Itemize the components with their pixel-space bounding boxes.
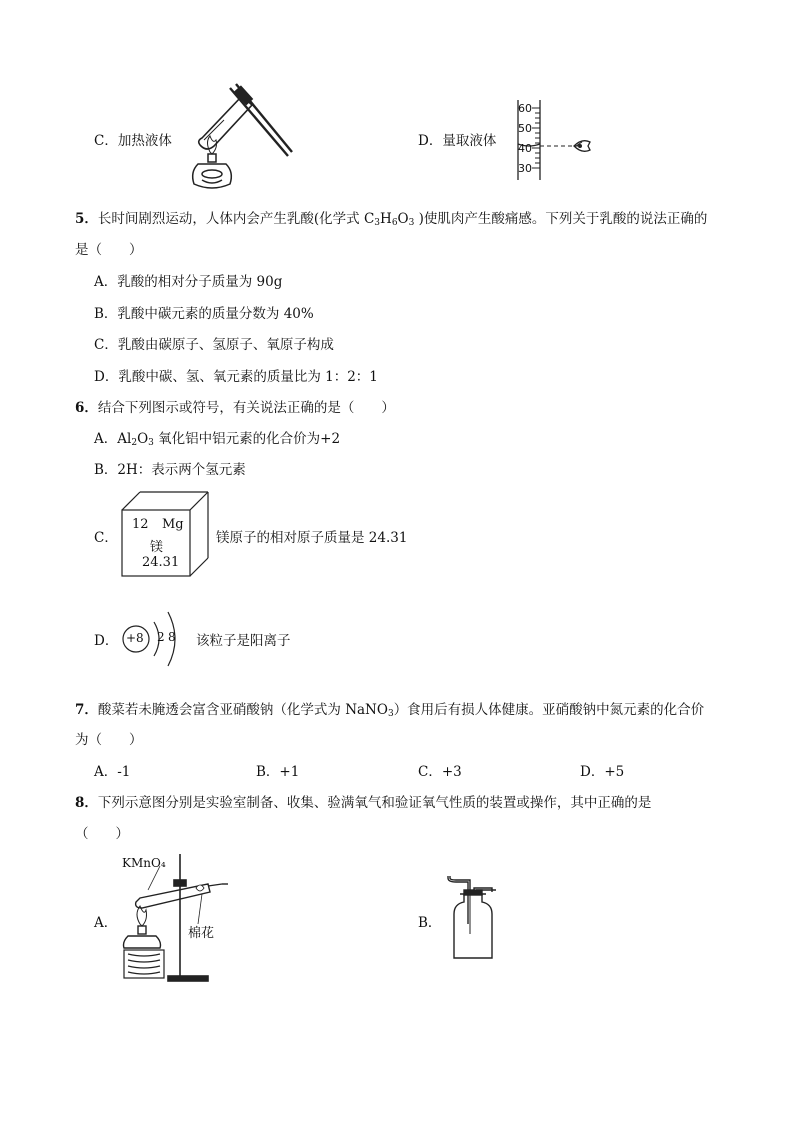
question-7-stem-line2: 为（ ）: [75, 732, 143, 748]
question-6-option-d-text: 该粒子是阳离子: [196, 633, 291, 649]
question-8-option-b-label: B．: [418, 915, 442, 931]
question-7-option-b: B．+1: [256, 764, 300, 780]
iron-stand-icon: [168, 854, 208, 981]
wooden-block-icon: [124, 950, 164, 978]
question-7-stem: 7．酸菜若未腌透会富含亚硝酸钠（化学式为 NaNO$_3$）食用后有损人体健康。亚硝酸钠中氮元素的化合价: [75, 702, 705, 719]
tube-holder-icon: [230, 84, 292, 156]
cylinder-tick-60: 60: [518, 102, 532, 115]
cylinder-tick-30: 30: [518, 162, 532, 175]
question-8-stem: 8．下列示意图分别是实验室制备、收集、验满氧气和验证氧气性质的装置或操作，其中正确的是: [75, 795, 652, 811]
question-6-option-b: B．2H：表示两个氢元素: [94, 462, 246, 478]
heating-liquid-illustration: [180, 80, 300, 195]
question-5-option-c: C．乳酸由碳原子、氢原子、氧原子构成: [94, 337, 334, 353]
eye-icon: [572, 138, 592, 154]
alcohol-lamp-icon: [124, 926, 161, 948]
electron-shell-2: 8: [168, 630, 176, 644]
electron-shell-1: 2: [157, 630, 165, 644]
question-8-stem-line2: （ ）: [75, 826, 129, 842]
question-8-number: 8．: [75, 795, 98, 811]
option-c-heating-liquid: C．加热液体: [94, 133, 172, 149]
question-5-number: 5．: [75, 211, 98, 227]
kmno4-label: KMnO₄: [122, 856, 166, 870]
question-7-number: 7．: [75, 702, 98, 718]
question-6-stem: 6．结合下列图示或符号，有关说法正确的是（ ）: [75, 400, 395, 416]
atomic-mass: 24.31: [142, 555, 180, 570]
question-5-option-d: D．乳酸中碳、氢、氧元素的质量比为 1：2：1: [94, 369, 378, 385]
element-symbol: Mg: [162, 517, 184, 532]
option-d-measuring-liquid: D．量取液体: [418, 133, 497, 149]
question-6-option-d-label: D．: [94, 633, 119, 649]
nucleus-charge: +8: [126, 631, 144, 645]
question-7-option-c: C．+3: [418, 764, 462, 780]
periodic-table-cell-mg: [118, 490, 213, 580]
question-5-stem-line2: 是（ ）: [75, 242, 143, 258]
question-7-option-d: D．+5: [580, 764, 625, 780]
graduated-cylinder-illustration: [508, 98, 598, 182]
cylinder-tick-50: 50: [518, 122, 532, 135]
cotton-label: 棉花: [188, 926, 215, 941]
cylinder-tick-40: 40: [518, 142, 532, 155]
atomic-number: 12: [132, 517, 149, 532]
question-6-option-c-text: 镁原子的相对原子质量是 24.31: [216, 530, 408, 546]
element-name: 镁: [150, 540, 164, 555]
alcohol-lamp-icon: [193, 154, 232, 188]
question-5-option-a: A．乳酸的相对分子质量为 90g: [94, 274, 283, 290]
question-5-option-b: B．乳酸中碳元素的质量分数为 40%: [94, 306, 314, 322]
question-6-option-a: A．$Al_2O_3$ 氧化铝中铝元素的化合价为+2: [94, 431, 341, 448]
question-6-option-c-label: C．: [94, 530, 118, 546]
question-7-option-a: A．-1: [94, 764, 131, 780]
kmno4-heating-apparatus: [118, 850, 238, 985]
flame-icon: [137, 906, 147, 926]
question-8-option-a-label: A．: [94, 915, 118, 931]
atom-structure-diagram: [118, 606, 188, 672]
gas-collecting-bottle-icon: [440, 874, 500, 964]
question-5-stem: 5．长时间剧烈运动，人体内会产生乳酸(化学式 $C_3H_6O_3$ )使肌肉产生酸痛感。下列关于乳酸的说法正确的: [75, 211, 708, 228]
question-6-number: 6．: [75, 400, 98, 416]
